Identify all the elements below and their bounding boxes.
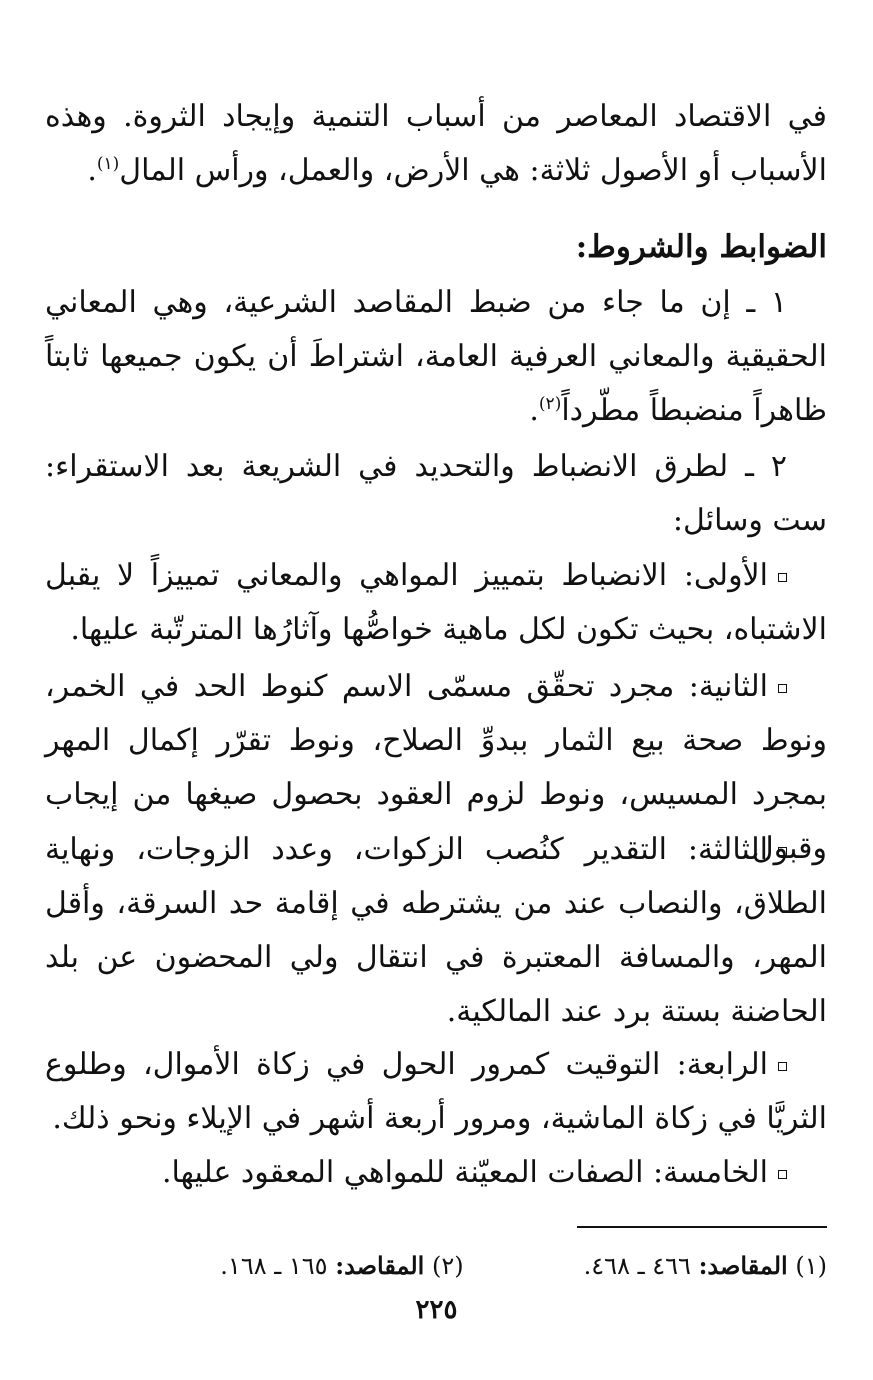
footnote-2-source: المقاصد: (335, 1251, 425, 1280)
square-bullet-icon (778, 847, 787, 856)
paragraph-item-2 (45, 440, 827, 548)
footnote-1-number: (١) (795, 1252, 827, 1280)
paragraph-intro (45, 90, 827, 198)
square-bullet-icon (778, 684, 787, 693)
list-item-fourth-text: الرابعة: التوقيت كمرور الحول في زكاة الأموال، وطلوع الثريَّا في زكاة الماشية، ومرور أربعة أشهر في الإيلاء ونحو ذلك. (45, 1047, 827, 1136)
paragraph-item-2-text: ٢ ـ لطرق الانضباط والتحديد في الشريعة بعد الاستقراء: ست وسائل: (45, 449, 827, 538)
footnote-1-pages: ٤٦٦ ـ ٤٦٨. (583, 1252, 691, 1280)
paragraph-item-1-end: . (529, 393, 539, 428)
list-item-first (45, 549, 827, 657)
footnote-1 (584, 1248, 827, 1284)
list-item-fifth-text: الخامسة: الصفات المعيّنة للمواهي المعقود عليها. (161, 1155, 768, 1190)
square-bullet-icon (778, 1170, 787, 1179)
footnote-ref-2: (٢) (538, 394, 562, 414)
list-item-fifth (45, 1146, 827, 1200)
footnote-separator (577, 1226, 827, 1228)
paragraph-item-1 (45, 276, 827, 438)
footnote-2 (220, 1248, 463, 1284)
list-item-fourth (45, 1038, 827, 1146)
paragraph-intro-text: في الاقتصاد المعاصر من أسباب التنمية وإيجاد الثروة. وهذه الأسباب أو الأصول ثلاثة: هي الأرض، والعمل، ورأس المال (45, 99, 827, 188)
page-number: ٢٢٥ (415, 1295, 458, 1325)
footnotes (45, 1248, 827, 1284)
paragraph-item-1-text: ١ ـ إن ما جاء من ضبط المقاصد الشرعية، وهي المعاني الحقيقية والمعاني العرفية العامة، اشتراطَ أن يكون جميعها ثابتاً ظاهراً منضبطاً مطّرداً (45, 285, 827, 428)
section-heading: الضوابط والشروط: (575, 229, 827, 265)
footnote-1-source: المقاصد: (698, 1251, 788, 1280)
list-item-third-text: الثالثة: التقدير كنُصب الزكوات، وعدد الزوجات، ونهاية الطلاق، والنصاب عند من يشترطه في إقامة حد السرقة، وأقل المهر، والمسافة المعتبرة في انتقال ولي المحضون عن بلد الحاضنة بستة برد عند المالكية. (45, 832, 827, 1029)
paragraph-intro-end: . (87, 153, 97, 188)
list-item-second-text: الثانية: مجرد تحقّق مسمّى الاسم كنوط الحد في الخمر، ونوط صحة بيع الثمار ببدوِّ الصلاح، ونوط تقرّر إكمال المهر بمجرد المسيس، ونوط لزوم العقود بحصول صيغها من إيجاب وقبول. (45, 669, 827, 866)
square-bullet-icon (778, 573, 787, 582)
footnote-ref-1: (١) (96, 154, 120, 174)
footnote-2-number: (٢) (432, 1252, 464, 1280)
footnote-2-pages: ١٦٥ ـ ١٦٨. (220, 1252, 328, 1280)
square-bullet-icon (778, 1062, 787, 1071)
list-item-third (45, 823, 827, 1039)
list-item-first-text: الأولى: الانضباط بتمييز المواهي والمعاني تمييزاً لا يقبل الاشتباه، بحيث تكون لكل ماهية خواصُّها وآثارُها المترتّبة عليها. (45, 558, 827, 647)
